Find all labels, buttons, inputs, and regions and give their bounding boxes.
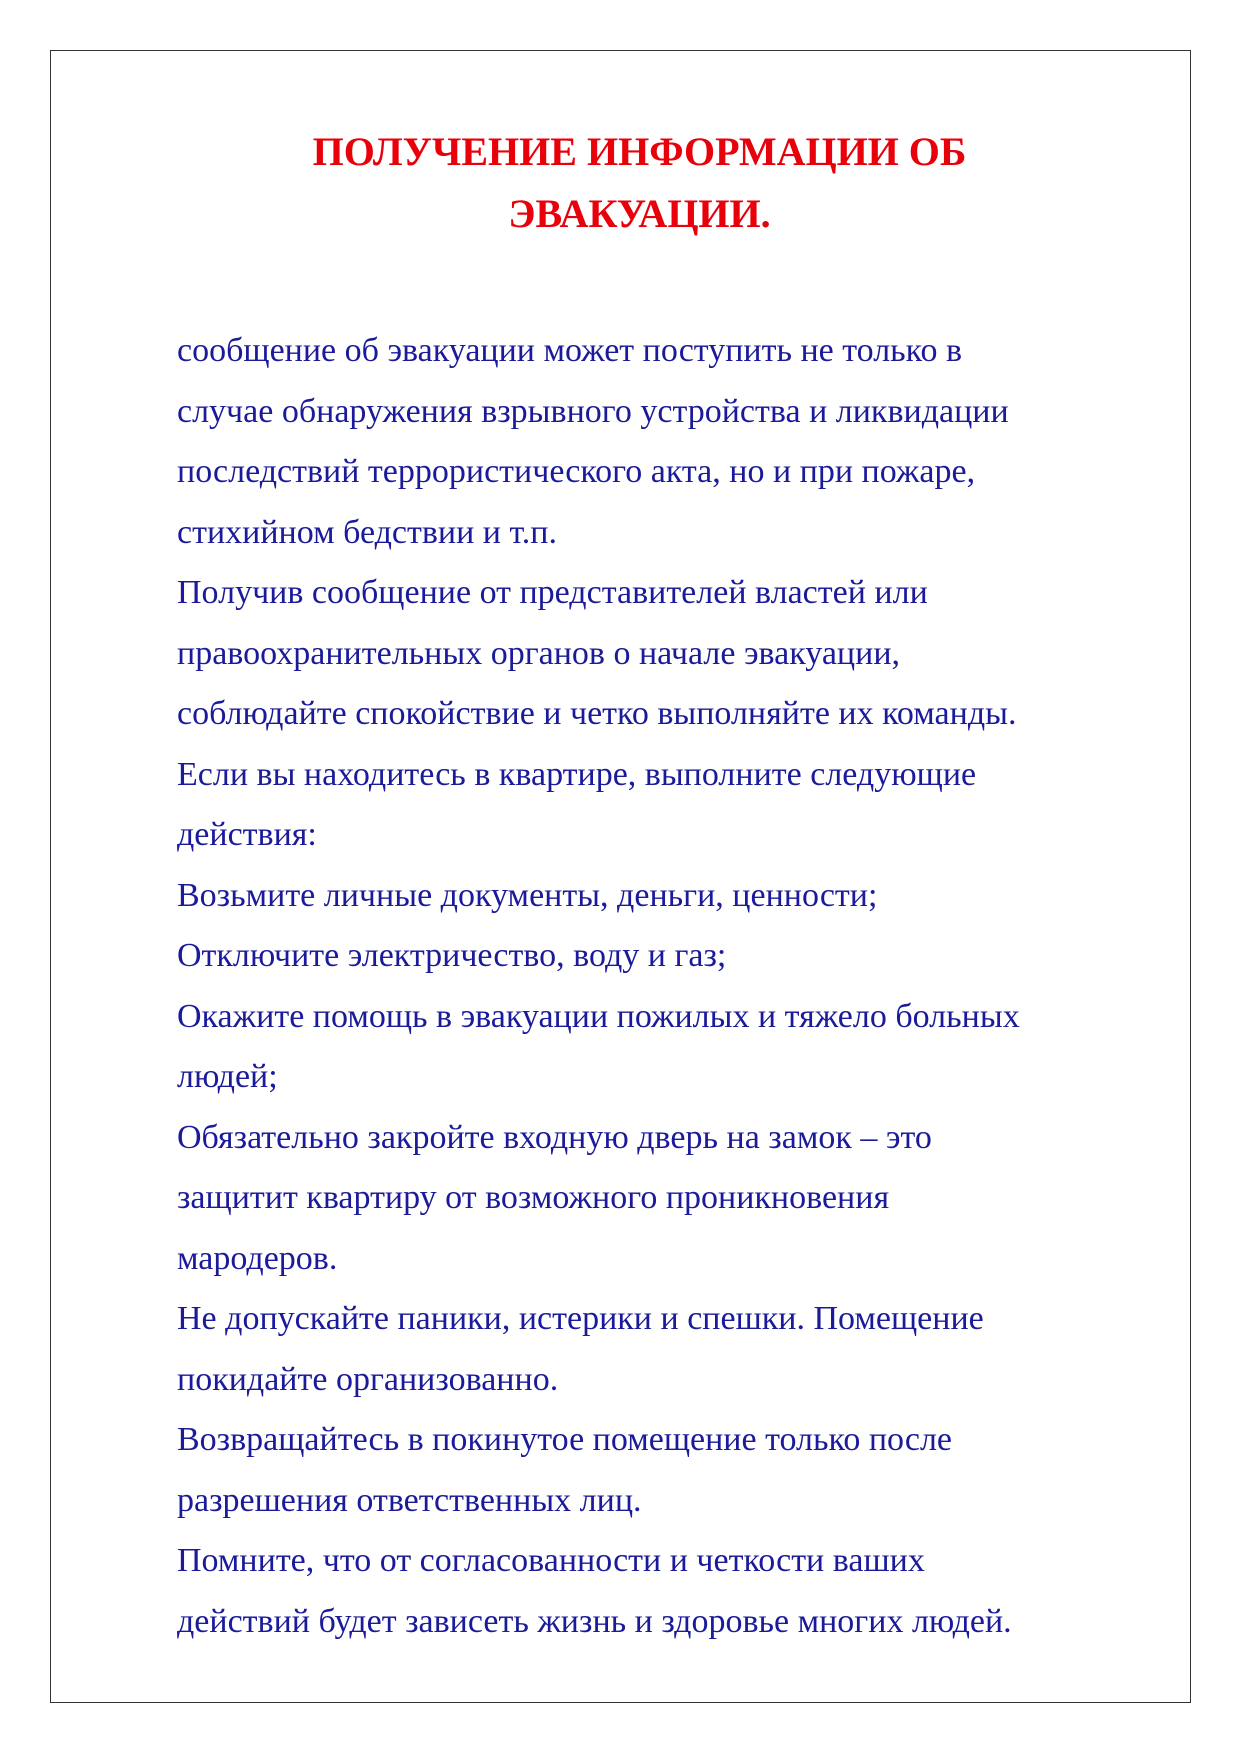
document-title xyxy=(51,121,1192,245)
body-line: мародеров. xyxy=(177,1239,338,1277)
body-line: разрешения ответственных лиц. xyxy=(177,1481,642,1519)
body-line: последствий террористического акта, но и при пожаре, xyxy=(177,453,976,490)
body-line: Возьмите личные документы, деньги, ценности; xyxy=(177,876,878,914)
body-line: случае обнаружения взрывного устройства и ликвидации xyxy=(177,392,1009,430)
body-line: Отключите электричество, воду и газ; xyxy=(177,937,727,974)
body-line: сообщение об эвакуации может поступить не только в xyxy=(177,332,963,369)
body-line: Окажите помощь в эвакуации пожилых и тяжело больных xyxy=(177,997,1020,1035)
body-line: соблюдайте спокойствие и четко выполняйте их команды. xyxy=(177,695,1017,732)
title-line-2: ЭВАКУАЦИИ. xyxy=(508,191,771,236)
body-line: действия: xyxy=(177,816,317,853)
title-line-1: ПОЛУЧЕНИЕ ИНФОРМАЦИИ ОБ xyxy=(312,129,967,174)
body-line: защитит квартиру от возможного проникновения xyxy=(177,1179,890,1216)
body-line: Обязательно закройте входную дверь на замок – это xyxy=(177,1118,932,1156)
body-line: Получив сообщение от представителей властей или xyxy=(177,574,928,611)
body-text xyxy=(177,321,1177,1652)
body-line: стихийном бедствии и т.п. xyxy=(177,513,557,551)
body-line: Не допускайте паники, истерики и спешки. Помещение xyxy=(177,1300,984,1337)
body-line: правоохранительных органов о начале эвакуации, xyxy=(177,634,901,672)
body-line: Возвращайтесь в покинутое помещение только после xyxy=(177,1421,953,1458)
body-line: Если вы находитесь в квартире, выполните следующие xyxy=(177,755,977,793)
body-line: покидайте организованно. xyxy=(177,1360,559,1398)
body-line: людей; xyxy=(177,1058,278,1095)
page-border xyxy=(50,50,1191,1703)
body-line: действий будет зависеть жизнь и здоровье многих людей. xyxy=(177,1602,1012,1640)
body-line: Помните, что от согласованности и четкости ваших xyxy=(177,1542,925,1579)
